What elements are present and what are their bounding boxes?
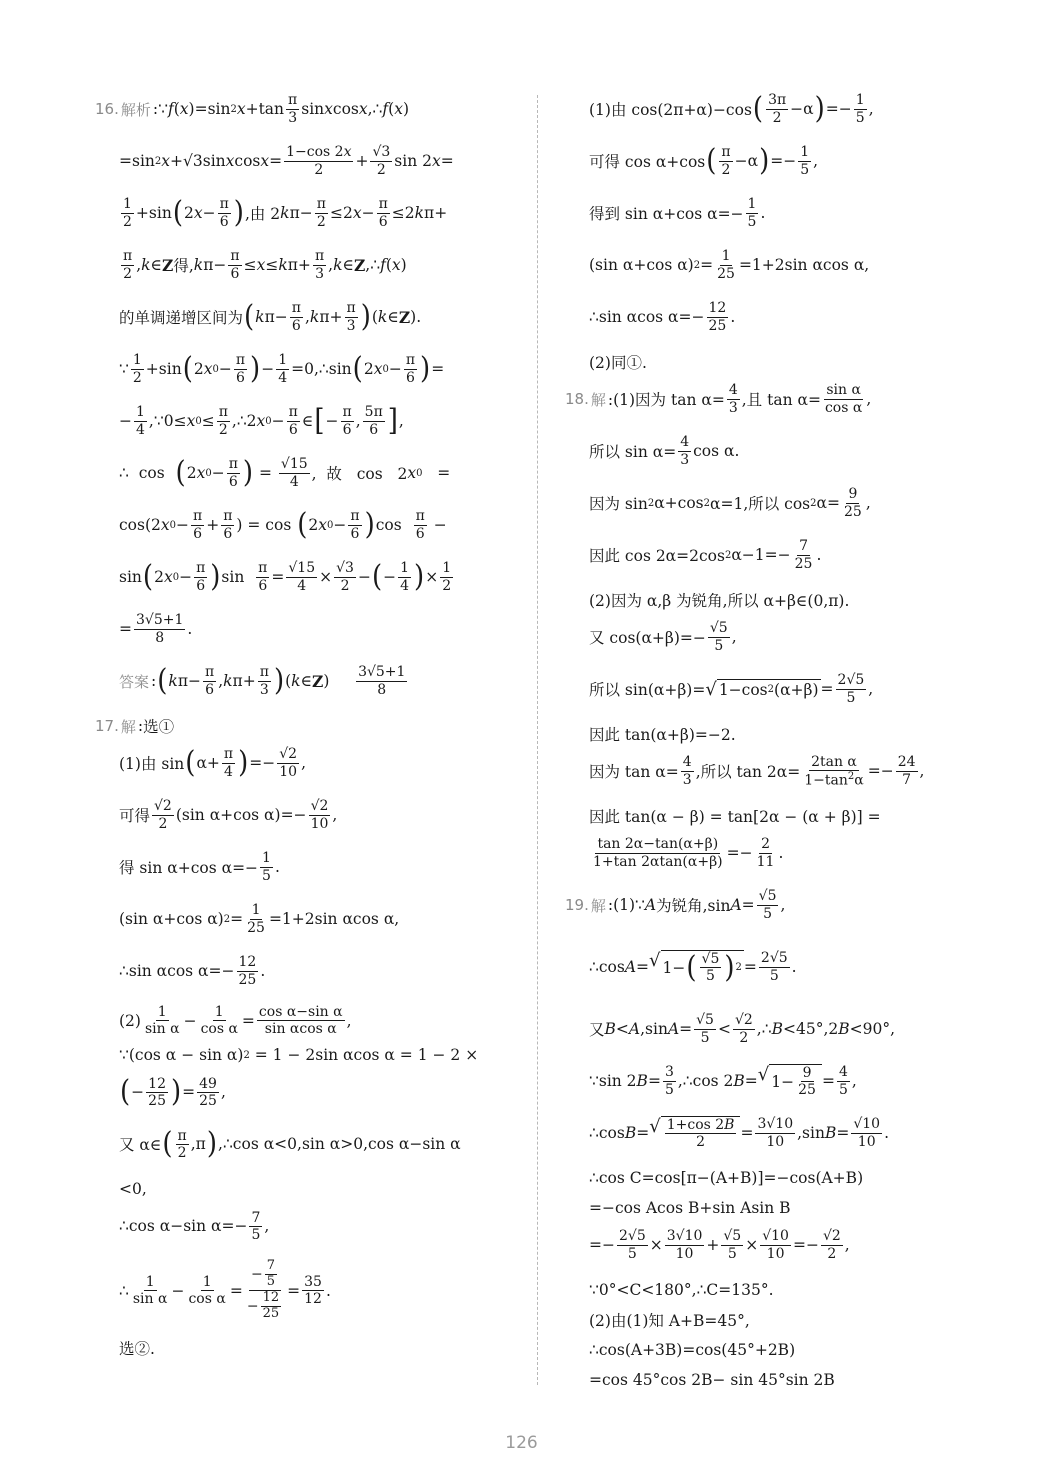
- q19-l8: =− $\frac{2√5}{5}$ × $\frac{3√10}{10}$ + $\frac{√5}{5}$ × $\frac{√10}{10}$ =− $\frac{√2}{2}$ ,: [589, 1228, 850, 1262]
- q17-l1: (1)由 sin ( α+ $\frac{\pi}{4}$ ) =− $\frac{√2}{10}$ ,: [119, 745, 307, 781]
- q19-l12: [565, 1368, 965, 1392]
- q18-l11: $\frac{\tan 2\alpha-\tan(\alpha+\beta)}{1+\tan 2\alpha\tan(\alpha+\beta)}$ =− $\frac{2}{11}$ .: [593, 836, 784, 870]
- q17-l7: ∵(cos α − sin α) 2 = 1 − 2sin αcos α = 1 − 2 ×: [119, 1046, 479, 1065]
- solution-tag: 解: [590, 896, 606, 915]
- page-number: 126: [505, 1433, 538, 1453]
- choice-label: 选①: [143, 718, 175, 736]
- question-number: 16.: [95, 100, 119, 118]
- q19-l9: [565, 1278, 965, 1302]
- q17-choose2: [95, 1336, 525, 1360]
- q19-l2: ∴cos A = √ 1− ( $\frac{√5}{5}$ ) 2 = $\frac{2√5}{5}$ .: [589, 949, 797, 985]
- text-line: =−cos Acos B+sin Asin B: [589, 1199, 791, 1217]
- text-line: (2)因为 α,β 为锐角,所以 α+β∈(0,π).: [589, 592, 850, 610]
- q17b-l4: (sin α+cos α) 2 = $\frac{1}{25}$ =1+2sin αcos α,: [589, 248, 870, 282]
- q16-answer: 答案 : ( k π− $\frac{\pi}{6}$ , k π+ $\frac{\pi}{3}$ ) ( k ∈ Z ) $\frac{3√5+1}{8}$: [119, 663, 406, 699]
- text-line: (2)同①.: [589, 354, 647, 372]
- q17-l8: ( − $\frac{12}{25}$ ) = $\frac{49}{25}$ ,: [120, 1074, 226, 1110]
- q18-l5: [565, 588, 965, 612]
- q17-l10: <0,: [119, 1180, 147, 1199]
- solution-tag: 解析: [120, 100, 151, 119]
- q17b-l6: [565, 350, 965, 374]
- q19-l10: [565, 1308, 965, 1332]
- column-divider: [537, 95, 538, 1385]
- text-line: =cos 45°cos 2B− sin 45°sin 2B: [589, 1371, 835, 1389]
- q18-l7: 所以 sin(α+β)= √ 1−cos 2 (α+β) = $\frac{2√5}{5}$ ,: [589, 672, 874, 706]
- q17b-l1: (1)由 cos(2π+α)−cos ( $\frac{3\pi}{2}$ −α ) =− $\frac{1}{5}$ ,: [589, 91, 874, 127]
- text-line: ∵0°<C<180°,∴C=135°.: [589, 1281, 774, 1299]
- q16-line3: $\frac{1}{2}$ +sin ( 2 x − $\frac{\pi}{6}$ ) ,由 2 k π− $\frac{\pi}{2}$ ≤2 x − $\frac{\pi}{6}$ ≤2 k π+: [123, 195, 448, 231]
- q16-line4: $\frac{\pi}{2}$ , k ∈ Z 得, k π− $\frac{\pi}{6}$ ≤ x ≤ k π+ $\frac{\pi}{3}$ , k ∈ Z ,∴ f ( x ): [123, 248, 407, 282]
- q18-l3: 因为 sin 2 α+cos 2 α=1,所以 cos 2 α= $\frac{9}{25}$ ,: [589, 486, 871, 520]
- q17-l12: ∴ $\frac{1}{\text{sin α}}$ − $\frac{1}{\text{cos α}}$ = − $\frac{7}{5}$ − $\frac{12}{25}$ = $\frac{35}{12}$ .: [119, 1258, 331, 1321]
- text-line: (2)由(1)知 A+B=45°,: [589, 1312, 750, 1330]
- q18-l9: 因为 tan α= $\frac{4}{3}$ ,所以 tan 2α= $\frac{\text{2tan α}}{1-\tan^2\alpha}$ =− $\frac{24}{7}$ ,: [589, 753, 925, 789]
- left-column: [95, 90, 525, 1366]
- q16-line11: = $\frac{3√5+1}{8}$ .: [119, 612, 193, 646]
- q17-l4: (sin α+cos α) 2 = $\frac{1}{25}$ =1+2sin αcos α,: [119, 902, 400, 936]
- q16-line2: =sin 2 x +√3sin x cos x = $\frac{1-\cos 2x}{2}$ + $\frac{√3}{2}$ sin 2 x =: [119, 144, 454, 178]
- question-number: 18.: [565, 390, 589, 408]
- text-line: 因此 tan(α+β)=−2.: [589, 726, 736, 744]
- q19-l7: [565, 1196, 965, 1220]
- q19-l6: [565, 1166, 965, 1190]
- q19-l11: [565, 1338, 965, 1362]
- text-line: ∴cos C=cos[π−(A+B)]=−cos(A+B): [589, 1169, 864, 1187]
- q17-l3: 得 sin α+cos α=− $\frac{1}{5}$ .: [119, 850, 280, 884]
- choice-label: 选②.: [119, 1339, 155, 1358]
- q16-line5: 的单调递增区间为 ( k π− $\frac{\pi}{6}$ , k π+ $\frac{\pi}{3}$ ) ( k ∈ Z ).: [119, 299, 422, 335]
- q17-l9: 又 α∈ ( $\frac{\pi}{2}$ ,π ) ,∴cos α<0,sin α>0,cos α−sin α: [119, 1126, 461, 1162]
- text-line: 因此 tan(α − β) = tan[2α − (α + β)] =: [589, 808, 881, 826]
- q16-line7: − $\frac{1}{4}$ ,∵0≤ x 0 ≤ $\frac{\pi}{2}$ ,∴2 x 0 − $\frac{\pi}{6}$ ∈ [ − $\frac{\pi}{6}$ , $\frac{5\pi}{6}$ ] ,: [119, 403, 404, 439]
- q18-l2: 所以 sin α= $\frac{4}{3}$ cos α.: [589, 434, 740, 468]
- solution-tag: 解: [120, 717, 136, 736]
- q18-l1: 18. 解 :(1)因为 tan α= $\frac{4}{3}$ ,且 tan α= $\frac{\text{sin α}}{\text{cos α}}$ ,: [565, 382, 872, 416]
- q17-l5: ∴sin αcos α=− $\frac{12}{25}$ .: [119, 954, 266, 988]
- q17b-l5: ∴sin αcos α=− $\frac{12}{25}$ .: [589, 300, 736, 334]
- q18-l10: [565, 804, 965, 828]
- q18-l4: 因此 cos 2α=2cos 2 α−1=− $\frac{7}{25}$ .: [589, 538, 822, 572]
- q18-l8: [565, 722, 965, 746]
- answer-tag: 答案: [119, 672, 150, 691]
- q19-l3: 又 B < A ,sin A = $\frac{√5}{5}$ < $\frac{√2}{2}$ ,∴ B <45°,2 B <90°,: [589, 1012, 896, 1046]
- solution-tag: 解: [590, 390, 606, 409]
- q17b-l3: 得到 sin α+cos α=− $\frac{1}{5}$ .: [589, 196, 766, 230]
- q17-l2: 可得 $\frac{√2}{2}$ (sin α+cos α)=− $\frac{√2}{10}$ ,: [119, 798, 338, 832]
- text-line: ∴cos(A+3B)=cos(45°+2B): [589, 1341, 796, 1359]
- q19-l5: ∴cos B = √ $\frac{1+\cos 2B}{2}$ = $\frac{3√10}{10}$ ,sin B = $\frac{√10}{10}$ .: [589, 1115, 890, 1150]
- q16-line1: 16. 解析 :∵ f ( x )=sin 2 x +tan $\frac{\pi}{3}$ sin x cos x ,∴ f ( x ): [95, 92, 410, 126]
- q19-l4: ∵sin 2 B = $\frac{3}{5}$ ,∴cos 2 B = √ 1− $\frac{9}{25}$ = $\frac{4}{5}$ ,: [589, 1063, 857, 1098]
- q16-line8: ∴ cos ( 2 x 0 − $\frac{\pi}{6}$ ) = $\frac{√15}{4}$ , 故 cos 2 x 0 =: [119, 455, 451, 491]
- q17-header: 17. 解 : 选①: [95, 717, 175, 736]
- q17-l6: (2) $\frac{1}{\text{sin α}}$ − $\frac{1}{\text{cos α}}$ = $\frac{\text{cos α−sin α}}{\text{sin αcos α}}$ ,: [119, 1004, 352, 1038]
- q19-l1: 19. 解 :(1)∵ A 为锐角,sin A = $\frac{√5}{5}$ ,: [565, 888, 786, 922]
- q16-line6: ∵ $\frac{1}{2}$ +sin ( 2 x 0 − $\frac{\pi}{6}$ ) − $\frac{1}{4}$ =0,∴sin ( 2 x 0 − $\frac{\pi}{6}$ ) =: [119, 351, 445, 387]
- q16-line9: cos(2 x 0 − $\frac{\pi}{6}$ + $\frac{\pi}{6}$ ) = cos ( 2 x 0 − $\frac{\pi}{6}$ ) cos $\frac{\pi}{6}$ −: [119, 507, 447, 543]
- q17b-l2: 可得 cos α+cos ( $\frac{\pi}{2}$ −α ) =− $\frac{1}{5}$ ,: [589, 143, 819, 179]
- question-number: 19.: [565, 896, 589, 914]
- q18-l6: 又 cos(α+β)=− $\frac{√5}{5}$ ,: [589, 620, 737, 654]
- q16-line10: sin ( 2 x 0 − $\frac{\pi}{6}$ ) sin $\frac{\pi}{6}$ = $\frac{√15}{4}$ × $\frac{√3}{2}$ − ( − $\frac{1}{4}$ ) × $\frac{1}{2}$: [119, 559, 452, 595]
- question-number: 17.: [95, 717, 119, 735]
- q17-l11: ∴cos α−sin α=− $\frac{7}{5}$ ,: [119, 1209, 270, 1243]
- right-column: [565, 90, 965, 1398]
